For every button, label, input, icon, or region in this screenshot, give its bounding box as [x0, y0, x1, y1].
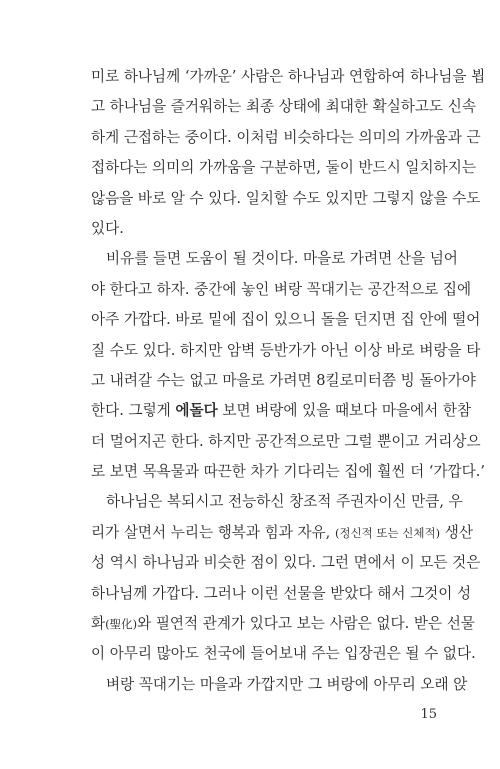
body-text [91, 62, 486, 700]
annotation-text: (聖化) [105, 617, 138, 632]
text-segment: 리가 살면서 누리는 행복과 힘과 자유, [91, 523, 335, 541]
text-segment: 고 내려갈 수는 없고 마을로 가려면 8킬로미터쯤 빙 돌아가야 [91, 371, 476, 389]
text-segment: 벼랑 꼭대기는 마을과 가깝지만 그 벼랑에 아무리 오래 앉 [106, 675, 468, 693]
text-line [91, 670, 468, 700]
emphasized-word: 에돌다 [175, 402, 218, 420]
text-segment: 비유를 들면 도움이 될 것이다. 마을로 가려면 산을 넘어 [106, 250, 458, 268]
text-segment: 아주 가깝다. 바로 밑에 집이 있으니 돌을 던지면 집 안에 떨어 [91, 311, 481, 329]
text-line [91, 123, 481, 153]
text-segment: 와 필연적 관계가 있다고 보는 사람은 없다. 받은 선물 [137, 615, 475, 633]
text-line [91, 305, 481, 335]
text-line [91, 184, 481, 214]
text-line [91, 153, 476, 183]
text-line [91, 214, 441, 244]
text-line [91, 62, 486, 92]
text-segment: 이 아무리 많아도 천국에 들어보내 주는 입장권은 될 수 없다. [91, 645, 476, 663]
text-segment: 하게 근접하는 중이다. 이처럼 비슷하다는 의미의 가까움과 근 [91, 128, 481, 146]
text-segment: 보면 벼랑에 있을 때보다 마을에서 한참 [217, 402, 472, 420]
text-line [91, 275, 472, 305]
text-segment: 하나님께 가깝다. 그러나 이런 선물을 받았다 해서 그것이 성 [91, 584, 472, 602]
text-segment: 미로 하나님께 ‘가까운’ 사람은 하나님과 연합하여 하나님을 뵙 [91, 68, 486, 85]
page-number: 15 [420, 707, 437, 722]
text-segment: 성 역시 하나님과 비슷한 점이 있다. 그런 면에서 이 모든 것은 [91, 554, 481, 572]
text-line [91, 336, 481, 366]
text-line [91, 366, 476, 396]
text-line [91, 579, 472, 609]
text-segment: 질 수도 있다. 하지만 암벽 등반가가 아닌 이상 바로 벼랑을 타 [91, 341, 481, 359]
text-line [91, 609, 475, 639]
text-line [91, 457, 486, 487]
text-line [91, 92, 476, 122]
annotation-text: (정신적 또는 신체적) [334, 525, 441, 540]
text-segment: 않음을 바로 알 수 있다. 일치할 수도 있지만 그렇지 않을 수도 [91, 189, 481, 207]
text-line [91, 639, 476, 669]
text-line [91, 487, 463, 517]
text-segment: 한다. 그렇게 [91, 402, 176, 420]
text-segment: 생산 [440, 523, 473, 541]
text-segment: 하나님은 복되시고 전능하신 창조적 주권자이신 만큼, 우 [106, 493, 463, 511]
text-segment: 있다. [91, 219, 124, 237]
text-line [91, 518, 473, 548]
text-line [91, 548, 481, 578]
text-segment: 더 멀어지곤 한다. 하지만 공간적으로만 그럴 뿐이고 거리상으 [91, 432, 481, 450]
text-segment: 야 한다고 하자. 중간에 놓인 벼랑 꼭대기는 공간적으로 집에 [91, 280, 472, 298]
text-line [91, 244, 458, 274]
text-segment: 화 [91, 615, 106, 633]
text-line [91, 396, 472, 426]
text-segment: 고 하나님을 즐거워하는 최종 상태에 최대한 확실하고도 신속 [91, 98, 476, 116]
text-segment: 접하다는 의미의 가까움을 구분하면, 둘이 반드시 일치하지는 [91, 159, 476, 177]
text-segment: 로 보면 목욕물과 따끈한 차가 기다리는 집에 훨씬 더 ‘가깝다.’ [91, 463, 486, 481]
text-line [91, 427, 481, 457]
